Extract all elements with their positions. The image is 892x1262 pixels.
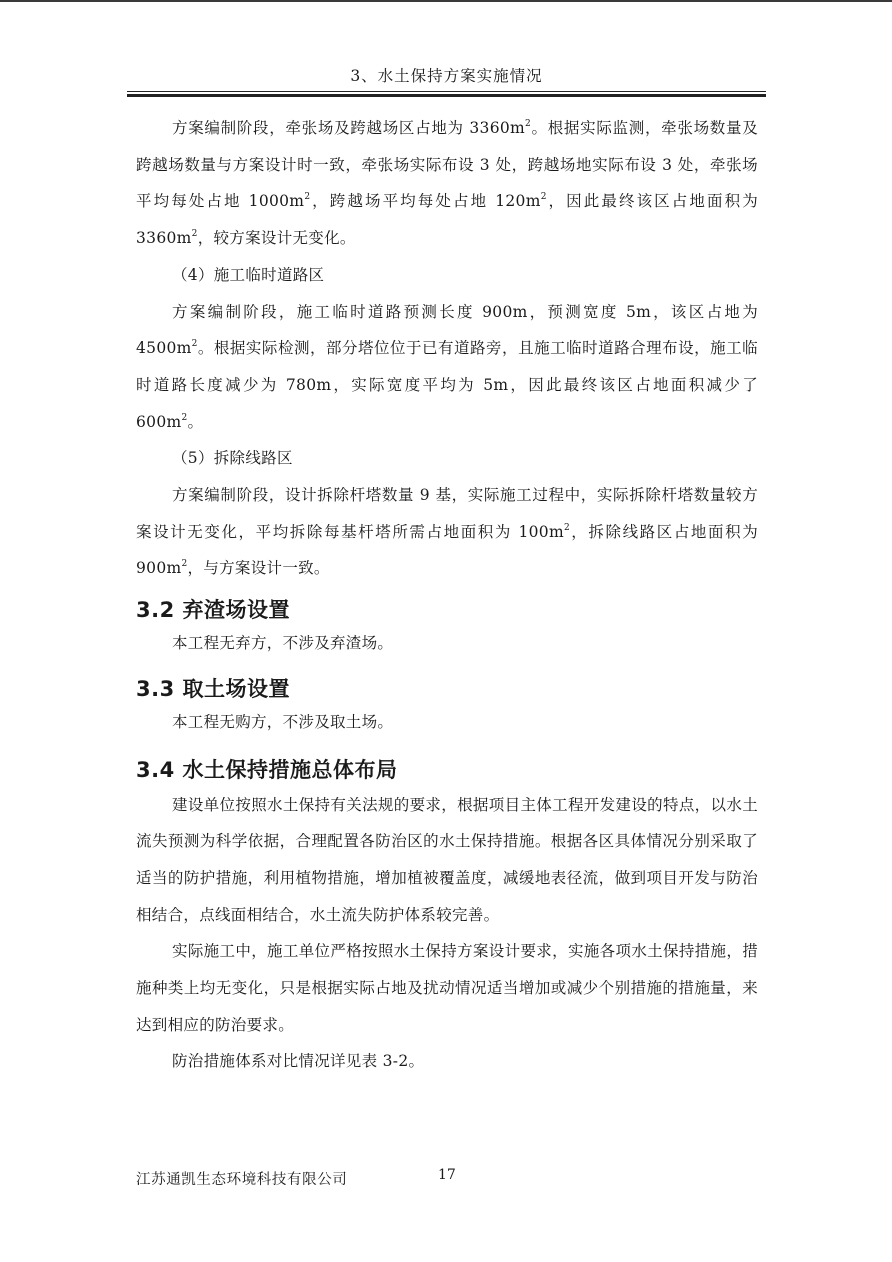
superscript-squared: 2 <box>563 522 571 533</box>
superscript-squared: 2 <box>181 559 188 570</box>
superscript-squared: 2 <box>540 192 547 203</box>
superscript-squared: 2 <box>304 192 311 203</box>
heading-3-4: 3.4 水土保持措施总体布局 <box>136 757 398 782</box>
subsection-4-title: （4）施工临时道路区 <box>172 265 325 284</box>
running-header: 3、水土保持方案实施情况 <box>350 67 543 85</box>
paragraph-table-reference: 防治措施体系对比情况详见表 3-2。 <box>172 1052 425 1071</box>
heading-3-3: 3.3 取土场设置 <box>136 676 291 701</box>
paragraph-temporary-road: 方案编制阶段，施工临时道路预测长度 900m，预测宽度 5m，该区占地为 $4500m^2$。根据实际检测，部分塔位位于已有道路旁，且施工临时道路合理布设，施工临时道路长度减少为 780m，实际宽度平均为 5m，因此最终该区占地面积减少了 $600m^2$。 <box>136 302 758 431</box>
page-top-border <box>0 0 892 2</box>
paragraph-layout-principle: 建设单位按照水土保持有关法规的要求，根据项目主体工程开发建设的特点，以水土流失预测为科学依据，合理配置各防治区的水土保持措施。根据各区具体情况分别采取了适当的防护措施，利用植物措施，增加植被覆盖度，减缓地表径流，做到项目开发与防治相结合，点线面相结合，水土流失防护体系较完善。 <box>136 795 758 924</box>
paragraph-tension-site: 方案编制阶段，牵张场及跨越场区占地为 $3360m^2$。根据实际监测，牵张场数量及跨越场数量与方案设计时一致，牵张场实际布设 3 处，跨越场地实际布设 3 处，牵张场平均每处占地 $1000m^2$，跨越场平均每处占地 $120m^2$，因此最终该区占地面积为 $3360m^2$，较方案设计无变化。 <box>136 119 759 248</box>
superscript-squared: 2 <box>191 339 198 350</box>
paragraph-implementation: 实际施工中，施工单位严格按照水土保持方案设计要求，实施各项水土保持措施，措施种类上均无变化，只是根据实际占地及扰动情况适当增加或减少个别措施的措施量，来达到相应的防治要求。 <box>136 942 758 1034</box>
footer-company: 江苏通凯生态环境科技有限公司 <box>136 1172 348 1188</box>
paragraph-spoil-site: 本工程无弃方，不涉及弃渣场。 <box>172 634 394 653</box>
superscript-squared: 2 <box>181 412 188 423</box>
page-number: 17 <box>438 1167 456 1183</box>
subsection-5-title: （5）拆除线路区 <box>172 449 293 468</box>
page-body <box>136 110 758 1080</box>
paragraph-demolition-line: 方案编制阶段，设计拆除杆塔数量 9 基，实际施工过程中，实际拆除杆塔数量较方案设计无变化，平均拆除每基杆塔所需占地面积为 $100m^2$，拆除线路区占地面积为 $900m^2$，与方案设计一致。 <box>136 486 759 578</box>
paragraph-borrow-site: 本工程无购方，不涉及取土场。 <box>172 712 394 731</box>
header-rule-thick <box>127 94 766 97</box>
heading-3-2: 3.2 弃渣场设置 <box>136 598 291 623</box>
superscript-squared: 2 <box>525 119 532 129</box>
header-rule-thin <box>127 91 766 92</box>
superscript-squared: 2 <box>191 229 198 240</box>
